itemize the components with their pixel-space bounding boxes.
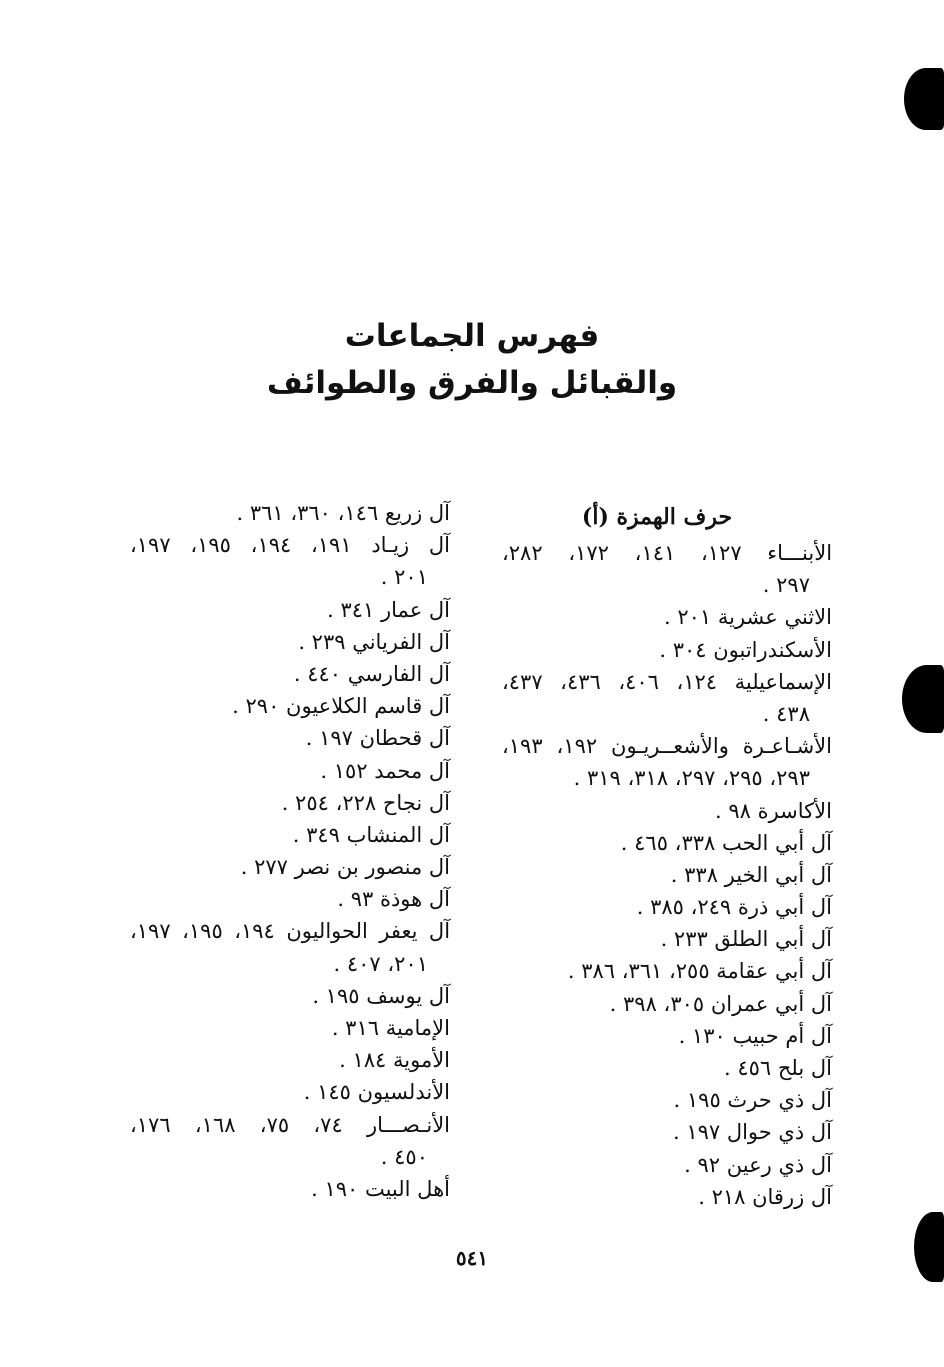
index-entry: آل هوذة ٩٣ .: [337, 887, 450, 912]
index-entry: آل زرقان ٢١٨ .: [698, 1184, 832, 1209]
page-number: ٥٤١: [455, 1246, 489, 1270]
index-entry: آل يعفر الحواليون ١٩٤، ١٩٥، ١٩٧،: [130, 919, 451, 944]
ink-blot-top: [904, 68, 944, 130]
index-entry: الأكاسرة ٩٨ .: [715, 798, 832, 823]
index-entry-continuation: ٢٩٧ .: [762, 573, 810, 598]
page-title-line-1: فهرس الجماعات: [344, 318, 600, 354]
index-entry-continuation: ٢٠١، ٤٠٧ .: [333, 951, 428, 976]
index-entry: آل زيـاد ١٩١، ١٩٤، ١٩٥، ١٩٧،: [130, 533, 450, 558]
index-entry: أهل البيت ١٩٠ .: [311, 1176, 450, 1201]
index-entry-continuation: ٤٥٠ .: [380, 1144, 428, 1169]
index-entry: الاثني عشرية ٢٠١ .: [663, 605, 832, 630]
index-entry: آل أبي عقامة ٢٥٥، ٣٦١، ٣٨٦ .: [567, 959, 832, 984]
index-entry: آل الفارسي ٤٤٠ .: [293, 661, 450, 686]
index-entry: آل أبي ذرة ٢٤٩، ٣٨٥ .: [636, 895, 832, 920]
index-entry: آل أم حبيب ١٣٠ .: [678, 1023, 832, 1048]
index-entry: آل زريع ١٤٦، ٣٦٠، ٣٦١ .: [236, 501, 450, 525]
index-entry: آل بلح ٤٥٦ .: [724, 1056, 832, 1080]
index-entry: آل الفرياني ٢٣٩ .: [298, 629, 450, 654]
index-entry: آل المنشاب ٣٤٩ .: [292, 822, 450, 847]
ink-blot-middle: [902, 665, 944, 733]
section-heading: حرف الهمزة (أ): [581, 504, 733, 530]
page-title-line-2: والقبائل والفرق والطوائف: [266, 365, 678, 401]
index-entry-continuation: ٢٠١ .: [380, 565, 428, 590]
index-entry-continuation: ٢٩٣، ٢٩٥، ٢٩٧، ٣١٨، ٣١٩ .: [573, 766, 810, 791]
index-entry: آل أبي الخير ٣٣٨ .: [670, 862, 832, 887]
index-entry: الأنـصـــار ٧٤، ٧٥، ١٦٨، ١٧٦،: [130, 1112, 451, 1137]
index-entry: آل ذي رعين ٩٢ .: [684, 1152, 832, 1177]
index-entry: آل أبي الطلق ٢٣٣ .: [660, 927, 832, 952]
index-entry: آل أبي عمران ٣٠٥، ٣٩٨ .: [609, 991, 832, 1016]
index-entry: الأموية ١٨٤ .: [339, 1048, 450, 1073]
index-entry: الأشـاعـرة والأشعــريـون ١٩٢، ١٩٣،: [502, 734, 832, 759]
index-entry: الأسكندراتبون ٣٠٤ .: [659, 637, 832, 662]
index-entry: آل عمار ٣٤١ .: [327, 597, 450, 622]
index-entry: آل نجاح ٢٢٨، ٢٥٤ .: [281, 790, 450, 815]
index-entry: آل أبي الحب ٣٣٨، ٤٦٥ .: [620, 830, 832, 855]
index-entry: آل يوسف ١٩٥ .: [312, 983, 450, 1008]
index-entry: آل ذي حرث ١٩٥ .: [673, 1088, 832, 1113]
index-column-left: [130, 497, 450, 1205]
index-entry: الأبنـــاء ١٢٧، ١٤١، ١٧٢، ٢٨٢،: [502, 541, 833, 565]
index-column-right: [502, 497, 832, 1213]
index-entry: آل محمد ١٥٢ .: [320, 758, 450, 783]
index-entry: آل ذي حوال ١٩٧ .: [672, 1120, 832, 1145]
index-entry: الإمامية ٣١٦ .: [331, 1016, 450, 1040]
index-entry-continuation: ٤٣٨ .: [762, 701, 810, 726]
index-entry: الإسماعيلية ١٢٤، ٤٠٦، ٤٣٦، ٤٣٧،: [502, 669, 832, 694]
index-entry: الأندلسيون ١٤٥ .: [303, 1080, 450, 1105]
index-entry: آل قحطان ١٩٧ .: [305, 726, 450, 751]
index-entry: آل قاسم الكلاعيون ٢٩٠ .: [232, 694, 450, 719]
index-entry: آل منصور بن نصر ٢٧٧ .: [240, 855, 450, 880]
